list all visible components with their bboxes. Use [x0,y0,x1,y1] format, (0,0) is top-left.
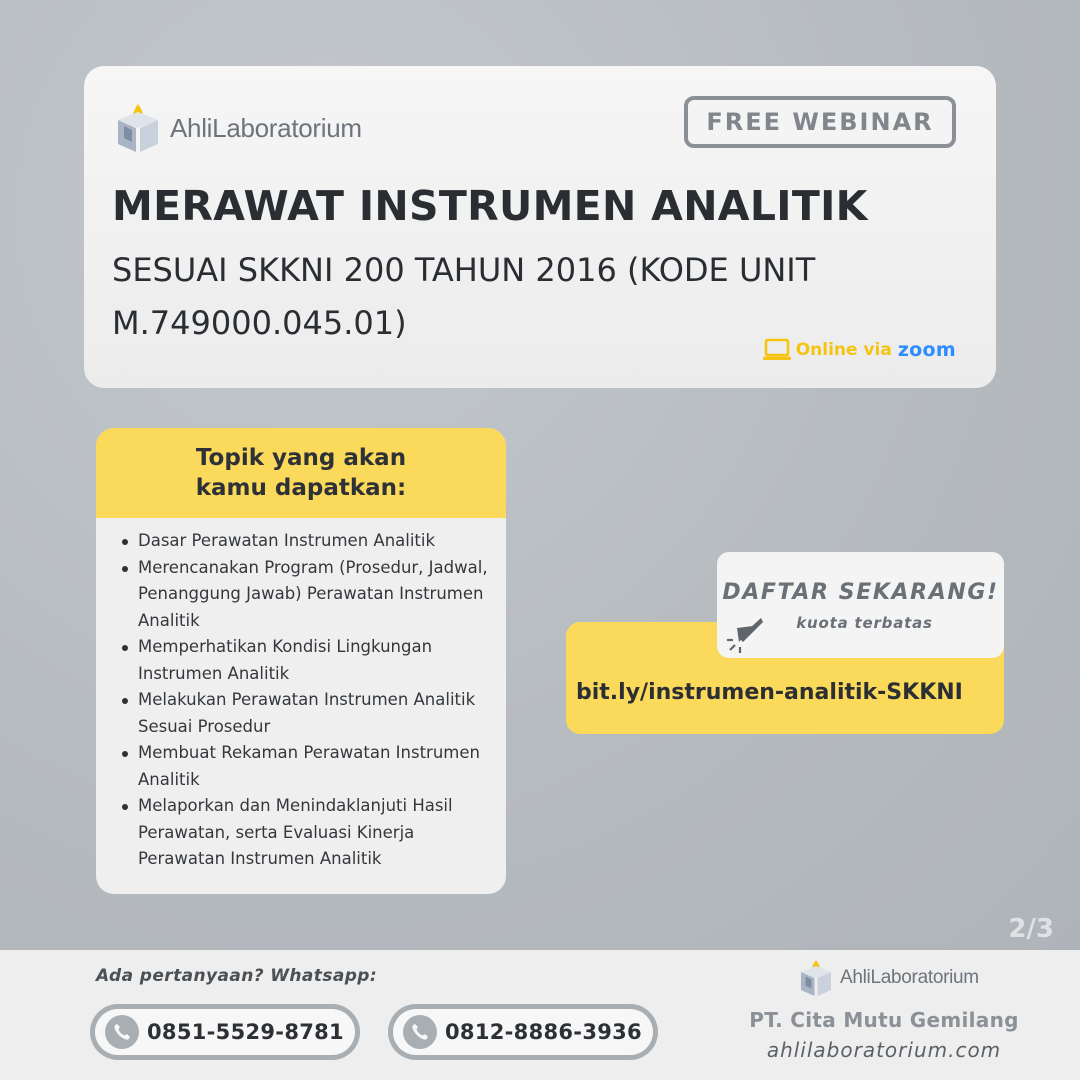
phone-icon [403,1015,437,1049]
company-name: PT. Cita Mutu Gemilang [749,1008,1019,1032]
footer-brand-name: AhliLaboratorium [840,967,979,988]
topics-card [96,428,506,894]
list-item: Melakukan Perawatan Instrumen Analitik Sesuai Prosedur [120,687,500,740]
page-number: 2/3 [1008,914,1054,944]
free-webinar-badge: FREE WEBINAR [684,96,956,148]
topics-list [96,518,506,873]
register-title: DAFTAR SEKARANG! [722,580,999,605]
phone-icon [105,1015,139,1049]
phone-pill-inner [393,1009,653,1055]
list-item: Dasar Perawatan Instrumen Analitik [120,528,500,555]
header-card [84,66,996,388]
website-link[interactable]: ahlilaboratorium.com [766,1038,1002,1062]
list-item: Membuat Rekaman Perawatan Instrumen Analitik [120,740,500,793]
registration-link[interactable]: bit.ly/instrumen-analitik-SKKNI [576,680,963,705]
footer [0,950,1080,1080]
online-via-zoom [762,338,956,362]
laptop-icon [762,338,792,362]
phone-number-2[interactable]: 0812-8886-3936 [445,1020,642,1044]
topics-title: Topik yang akan kamu dapatkan: [195,445,407,501]
register-callout [717,552,1004,658]
logo-icon [798,958,834,998]
whatsapp-label: Ada pertanyaan? Whatsapp: [96,966,378,986]
list-item: Memperhatikan Kondisi Lingkungan Instrumen Analitik [120,634,500,687]
list-item: Melaporkan dan Menindaklanjuti Hasil Perawatan, serta Evaluasi Kinerja Perawatan Instrumen Analitik [120,793,500,873]
cursor-click-icon [723,614,765,654]
quota-note: kuota terbatas [796,614,933,632]
footer-brand-logo [798,958,979,998]
topics-header [96,428,506,518]
phone-pill-inner [95,1009,355,1055]
webinar-subtitle: SESUAI SKKNI 200 TAHUN 2016 (KODE UNIT M.749000.045.01) [112,251,816,342]
brand-logo [114,102,362,154]
webinar-title: MERAWAT INSTRUMEN ANALITIK [112,182,868,230]
phone-number-1[interactable]: 0851-5529-8781 [147,1020,344,1044]
logo-icon [114,102,162,154]
phone-pill-1[interactable] [90,1004,360,1060]
brand-name: AhliLaboratorium [170,112,362,143]
online-label: Online via [795,340,892,360]
phone-pill-2[interactable] [388,1004,658,1060]
list-item: Merencanakan Program (Prosedur, Jadwal, Penanggung Jawab) Perawatan Instrumen Analitik [120,555,500,635]
zoom-label: zoom [897,339,956,361]
